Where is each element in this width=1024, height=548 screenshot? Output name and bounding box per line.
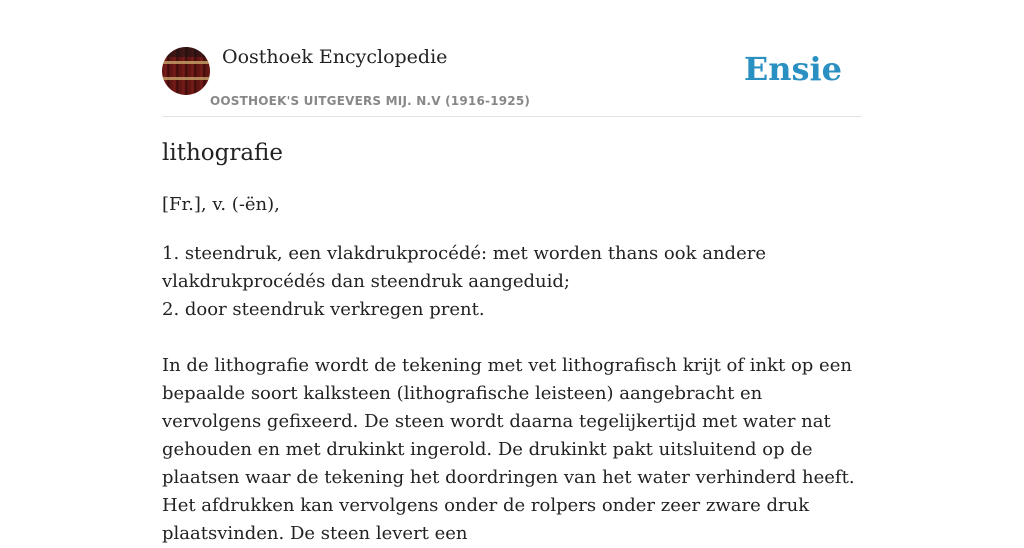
site-title-link[interactable]: Oosthoek Encyclopedie [222, 46, 448, 68]
entry-etymology: [Fr.], v. (-ën), [162, 194, 280, 215]
publisher-subtitle: OOSTHOEK'S UITGEVERS MIJ. N.V (1916-1925) [210, 94, 531, 108]
entry-definitions [162, 240, 862, 324]
entry-title: lithografie [162, 140, 283, 166]
header [162, 0, 862, 117]
ensie-logo-link[interactable]: Ensie [743, 50, 842, 88]
definition-item: 2. door steendruk verkregen prent. [162, 299, 485, 320]
entry-body: In de lithografie wordt de tekening met vet lithografisch krijt of inkt op een bepaalde soort kalksteen (lithografische leisteen) aangebracht en vervolgens gefixeerd. De steen wordt daarna tegelijkertijd met water nat gehouden en met drukinkt ingerold. De drukinkt pakt uitsluitend op de plaatsen waar de tekening het doordringen van het water verhinderd heeft. Het afdrukken kan vervolgens onder de rolpers onder zeer zware druk plaatsvinden. De steen levert een [162, 355, 855, 544]
page [162, 0, 862, 544]
definition-item: 1. steendruk, een vlakdrukprocédé: met worden thans ook andere vlakdrukprocédés dan steendruk aangeduid; [162, 243, 766, 292]
books-icon[interactable] [162, 47, 210, 95]
